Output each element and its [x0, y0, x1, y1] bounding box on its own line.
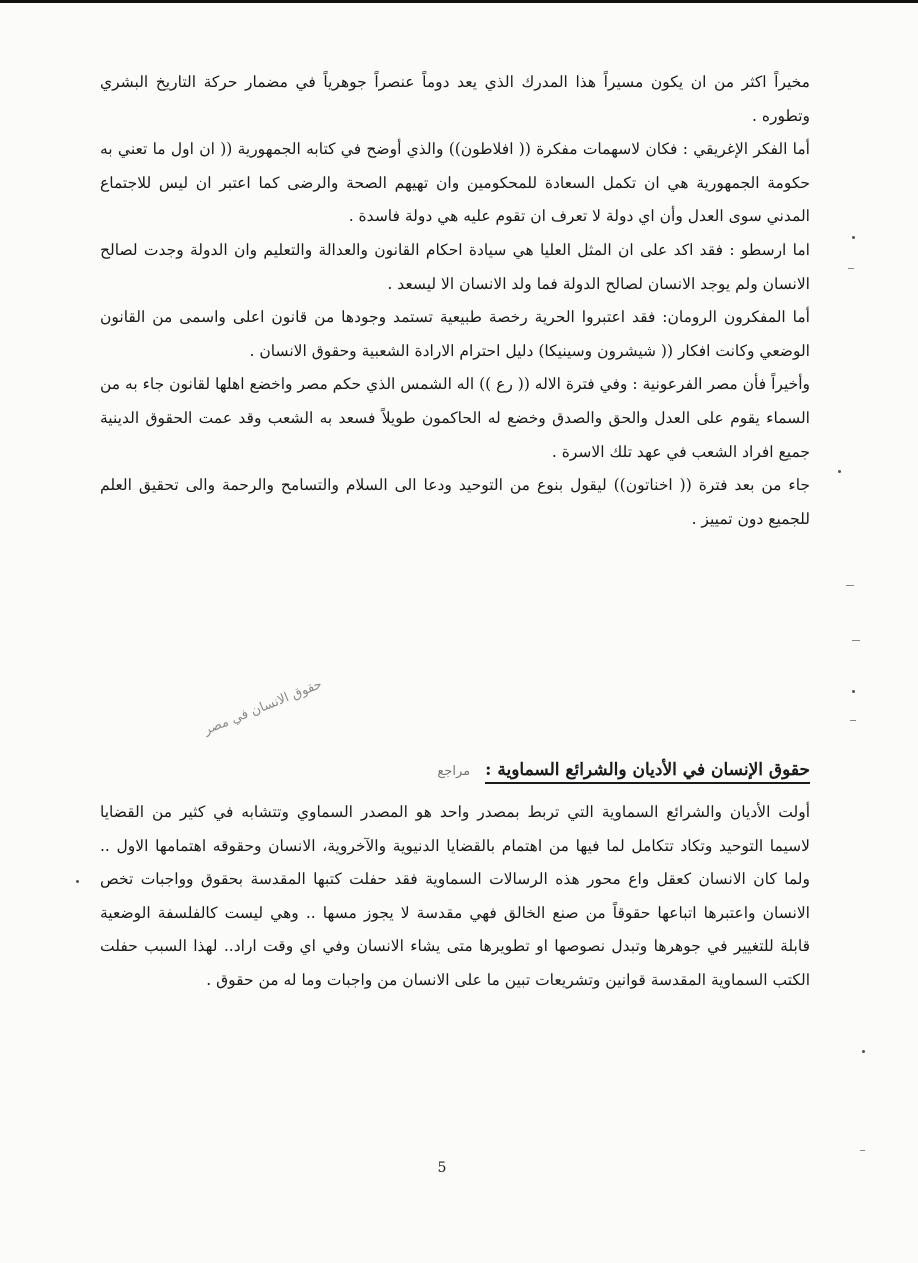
scan-mark: [852, 640, 860, 641]
page-number: 5: [437, 1160, 447, 1176]
body-text-section: [100, 796, 810, 998]
body-text-top: [100, 66, 810, 536]
paragraph-intro-continued: مخيراً اكثر من ان يكون مسيراً هذا المدرك الذي يعد دوماً عنصراً جوهرياً في مضمار حركة التاريخ البشري وتطوره .: [100, 73, 810, 125]
scan-top-edge: [0, 0, 918, 3]
paragraph-greek-thought: أما الفكر الإغريقي : فكان لاسهمات مفكرة (( افلاطون)) والذي أوضح في كتابه الجمهورية (( ان اول ما تعني به حكومة الجمهورية هي ان تكمل السعادة للمحكومين وان تهيهم الصحة والرضى كما اعتبر ان ليس للاجتماع المدني سوى العدل وأن اي دولة لا تعرف ان تقوم عليه هي دولة فاسدة .: [100, 140, 810, 226]
scan-speck: [76, 880, 79, 883]
scan-mark: [848, 268, 854, 269]
scan-speck: [862, 1050, 865, 1053]
paragraph-akhenaten: جاء من بعد فترة (( اخناتون)) ليقول بنوع من التوحيد ودعا الى السلام والتسامح والرحمة والى تحقيق العلم للجميع دون تمييز .: [100, 476, 810, 528]
section-heading-row: [100, 760, 810, 784]
handwritten-margin-note: حقوق الانسان في مصر: [201, 676, 325, 739]
paragraph-aristotle: اما ارسطو : فقد اكد على ان المثل العليا هي سيادة احكام القانون والعدالة والتعليم وان الدولة وجدت لصالح الانسان ولم يوجد الانسان لصالح الدولة فما ولد الانسان الا ليسعد .: [100, 240, 810, 293]
scan-mark: [846, 585, 854, 586]
scan-speck: [852, 236, 855, 239]
handwritten-heading-note: مراجع: [437, 764, 471, 779]
section-heading: حقوق الإنسان في الأديان والشرائع السماوية :: [485, 760, 810, 784]
scan-mark: [860, 1150, 865, 1151]
paragraph-religions: أولت الأديان والشرائع السماوية التي تربط بمصدر واحد هو المصدر السماوي وتتشابه في كثير من القضايا لاسيما التوحيد وتكاد تتكامل لما فيها من اهتمام بالقضايا الدنيوية والآخروية، الانسان وحقوقه اهتمامها الاول .. ولما كان الانسان كعقل واع محور هذه الرسالات السماوية فقد حفلت كتبها المقدسة بحقوق وواجبات تخص الانسان واعتبرها اتباعها حقوقاً من صنع الخالق فهي مقدسة لا يجوز مسها .. وهي ليست كالفلسفة الوضعية قابلة للتغيير في جوهرها وتبدل نصوصها او تطويرها متى يشاء الانسان وفي اي وقت اراد.. لهذا السبب حفلت الكتب السماوية المقدسة قوانين وتشريعات تبين ما على الانسان من واجبات وما له من حقوق .: [100, 803, 810, 989]
paragraph-roman-thinkers: أما المفكرون الرومان: فقد اعتبروا الحرية رخصة طبيعية تستمد وجودها من قانون اعلى واسمى من القانون الوضعي وكانت افكار (( شيشرون وسينيكا) دليل احترام الارادة الشعبية وحقوق الانسان .: [100, 308, 810, 360]
scan-speck: [852, 690, 855, 693]
paragraph-pharaonic-egypt: وأخيراً فأن مصر الفرعونية : وفي فترة الاله (( رع )) اله الشمس الذي حكم مصر واخضع اهلها لقانون جاء به من السماء يقوم على العدل والحق والصدق وخضع له الحاكمون طويلاً فسعد به الشعب وقد عمت الحقوق الدينية جميع افراد الشعب في عهد تلك الاسرة .: [100, 375, 810, 461]
scan-mark: [850, 720, 856, 721]
scan-speck: [838, 470, 841, 473]
